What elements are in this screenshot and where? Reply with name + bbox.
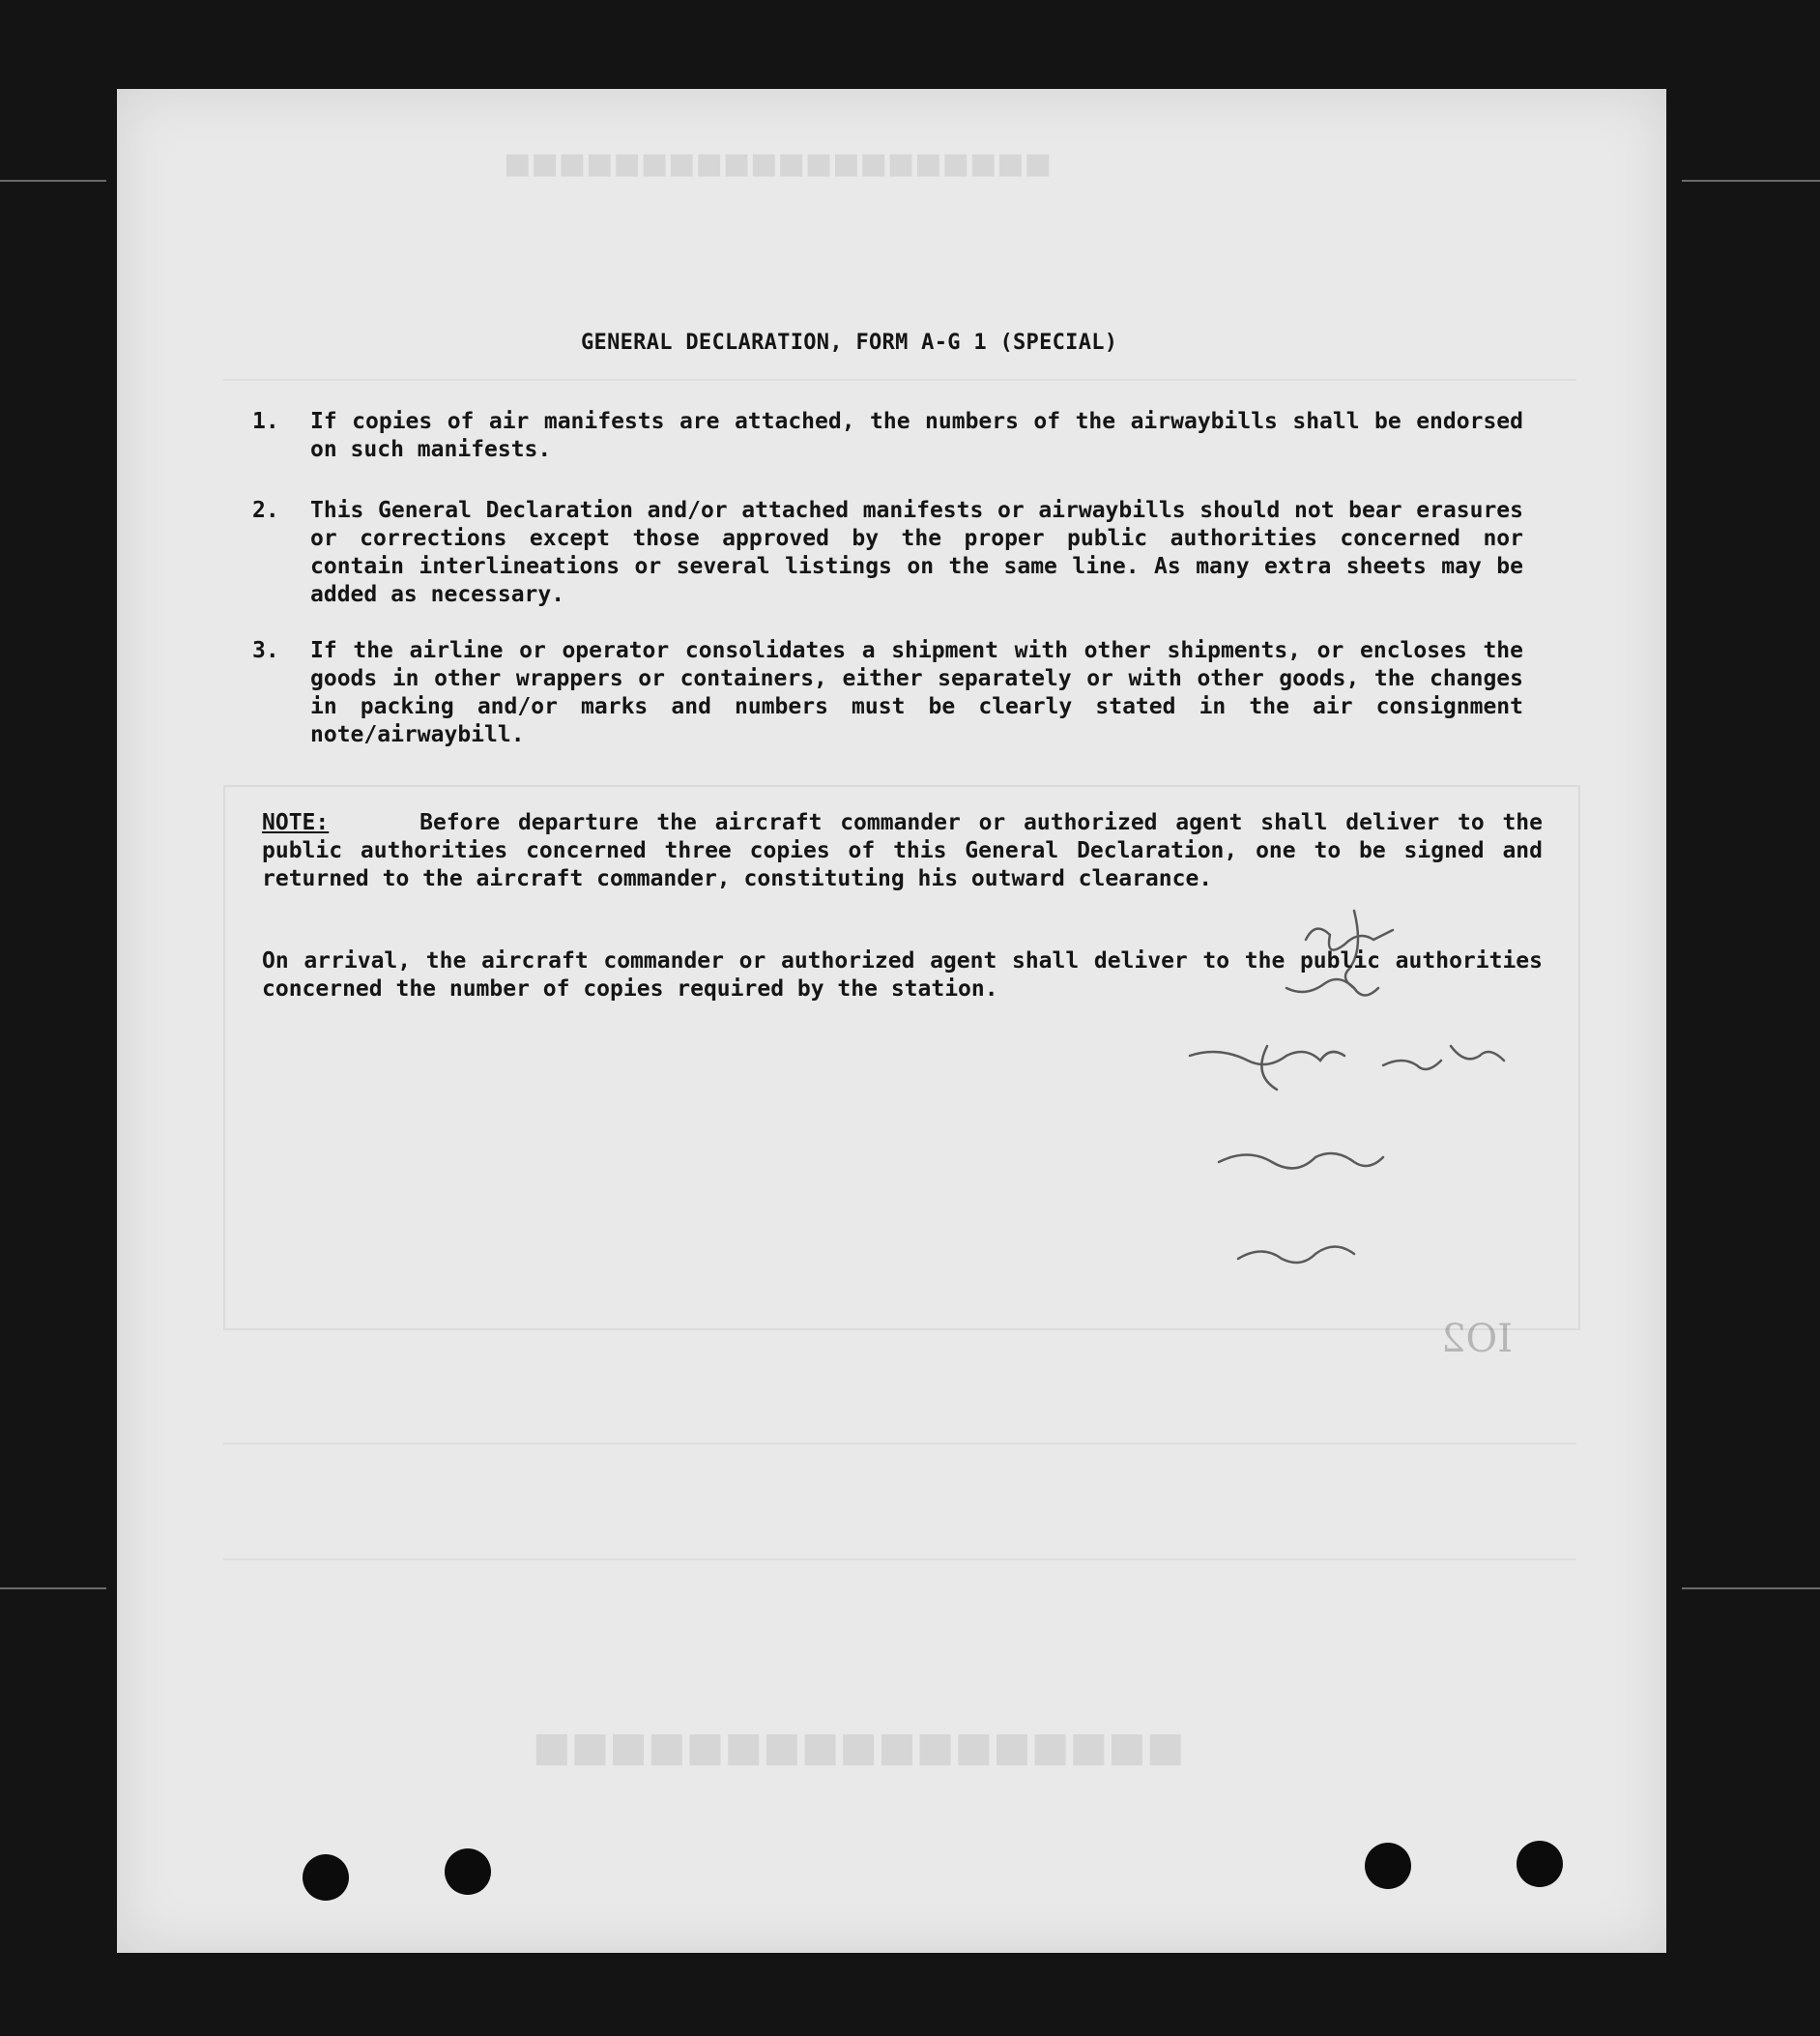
- bleed-through-heading: ■■■■■■■■■■■■■■■■■■■■: [504, 147, 1052, 181]
- punch-hole: [1365, 1843, 1411, 1889]
- note-label: NOTE:: [262, 810, 330, 835]
- note-paragraph: [262, 809, 1543, 893]
- page-title: GENERAL DECLARATION, FORM A-G 1 (SPECIAL): [581, 331, 1118, 355]
- scan-edge-mark: [0, 180, 106, 182]
- note-text: Before departure the aircraft commander or authorized agent shall deliver to the public authorities concerned three copies of this General Declaration, one to be signed and returned to the aircraft commander, constituting his outward clearance.: [262, 810, 1543, 891]
- item-number: 1.: [252, 409, 279, 434]
- bleed-through-number: IO2: [1441, 1317, 1514, 1361]
- scan-edge-mark: [1682, 1587, 1820, 1589]
- arrival-text: On arrival, the aircraft commander or authorized agent shall deliver to the public authorities concerned the number of copies required by the station.: [262, 948, 1543, 1002]
- scan-edge-mark: [0, 1587, 106, 1589]
- punch-hole: [303, 1854, 349, 1901]
- punch-hole: [445, 1848, 491, 1895]
- scan-edge-mark: [1682, 180, 1820, 182]
- handwritten-signature: [1161, 882, 1567, 1326]
- document-page: [117, 89, 1666, 1953]
- item-text: This General Declaration and/or attached manifests or airwaybills should not bear erasures or corrections except those approved by the proper public authorities concerned nor contain interlineations or several listings on the same line. As many extra sheets may be added as necessary.: [310, 498, 1523, 607]
- item-number: 2.: [252, 498, 279, 523]
- item-text: If copies of air manifests are attached, the numbers of the airwaybills shall be endorsed on such manifests.: [310, 409, 1523, 462]
- bleed-through-heading: ■■■■■■■■■■■■■■■■■: [533, 1723, 1185, 1770]
- item-number: 3.: [252, 638, 279, 663]
- punch-hole: [1517, 1841, 1563, 1887]
- item-text: If the airline or operator consolidates a shipment with other shipments, or encloses the goods in other wrappers or containers, either separately or with other goods, the changes in packing and/or marks and numbers must be clearly stated in the air consignment note/airwaybill.: [310, 638, 1523, 747]
